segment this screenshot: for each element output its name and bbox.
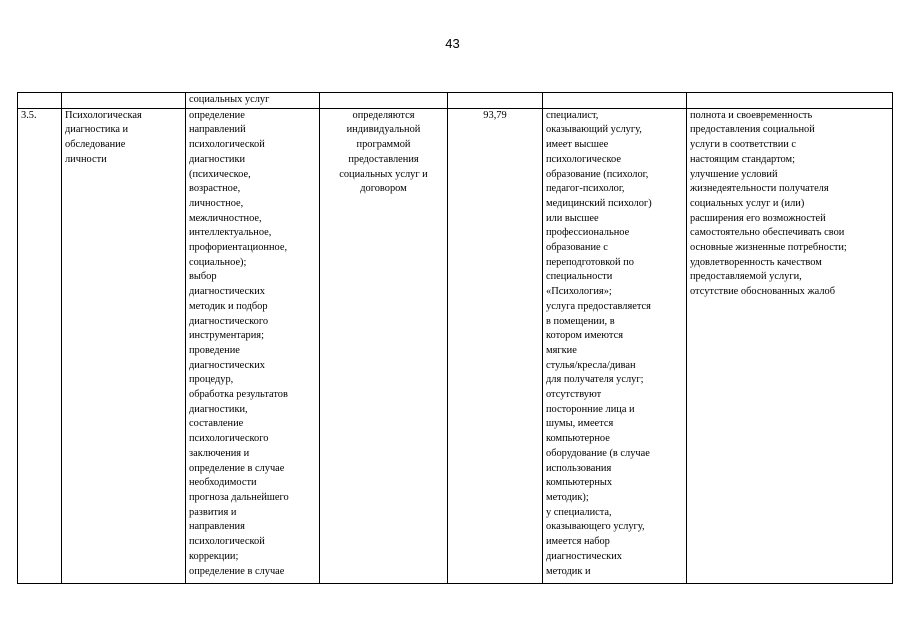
- text-line: отсутствие обоснованных жалоб: [690, 286, 836, 298]
- text-line: социальных услуг и (или): [690, 197, 805, 209]
- text-line: использования: [546, 462, 612, 474]
- text-line: психологическое: [546, 153, 621, 165]
- text-line: проведение: [189, 344, 240, 356]
- text-line: методик и подбор: [189, 300, 268, 312]
- table-cell: [687, 93, 893, 109]
- service-name-cell: [62, 108, 186, 583]
- text-line: личностное,: [189, 197, 244, 209]
- text-line: межличностное,: [189, 212, 262, 224]
- text-line: психологического: [189, 433, 269, 445]
- text-line: диагностика и: [65, 124, 129, 136]
- text-line: диагностики,: [189, 403, 248, 415]
- service-description-cell: [186, 108, 320, 583]
- text-line: котором имеются: [546, 330, 623, 342]
- continuation-text: социальных услуг: [189, 94, 270, 105]
- table-cell: [543, 93, 687, 109]
- text-line: выбор: [189, 271, 217, 283]
- text-line: услуга предоставляется: [546, 300, 651, 312]
- text-line: переподготовкой по: [546, 256, 634, 268]
- text-line: диагностического: [189, 315, 269, 327]
- table-cell: [186, 93, 320, 109]
- conditions-cell: [543, 108, 687, 583]
- text-line: медицинский психолог): [546, 197, 652, 209]
- table-cell: [62, 93, 186, 109]
- text-line: у специалиста,: [546, 506, 612, 518]
- text-line: договором: [360, 183, 407, 195]
- text-line: или высшее: [546, 212, 599, 224]
- text-line: полнота и своевременность: [690, 109, 813, 121]
- text-line: удовлетворенность качеством: [690, 256, 822, 268]
- text-line: (психическое,: [189, 168, 251, 180]
- text-line: самостоятельно обеспечивать свои: [690, 227, 845, 239]
- text-line: улучшение условий: [690, 168, 778, 180]
- text-line: диагностических: [546, 550, 622, 562]
- table-row: [18, 108, 893, 583]
- text-line: оборудование (в случае: [546, 447, 650, 459]
- text-line: отсутствуют: [546, 389, 602, 401]
- text-line: коррекции;: [189, 550, 239, 562]
- text-line: профориентационное,: [189, 242, 288, 254]
- text-line: предоставления социальной: [690, 124, 815, 136]
- text-line: определяются: [352, 109, 415, 121]
- text-line: «Психология»;: [546, 286, 612, 298]
- text-line: настоящим стандартом;: [690, 153, 795, 165]
- service-volume-cell: [320, 108, 448, 583]
- text-line: специальности: [546, 271, 613, 283]
- text-line: шумы, имеется: [546, 418, 614, 430]
- text-line: методик);: [546, 491, 589, 503]
- text-line: имеется набор: [546, 536, 610, 548]
- text-line: образование (психолог,: [546, 168, 649, 180]
- text-line: направлений: [189, 124, 246, 136]
- text-line: программой: [356, 139, 411, 151]
- text-line: образование с: [546, 242, 608, 254]
- text-line: психологической: [189, 139, 265, 151]
- text-line: психологической: [189, 536, 265, 548]
- text-line: определение: [189, 109, 245, 121]
- text-line: прогноза дальнейшего: [189, 491, 289, 503]
- text-line: составление: [189, 418, 244, 430]
- text-line: социальное);: [189, 256, 247, 268]
- text-line: мягкие: [546, 344, 577, 356]
- text-line: предоставляемой услуги,: [690, 271, 802, 283]
- text-line: педагог-психолог,: [546, 183, 625, 195]
- text-line: интеллектуальное,: [189, 227, 272, 239]
- text-line: методик и: [546, 565, 591, 577]
- text-line: в помещении, в: [546, 315, 615, 327]
- text-line: компьютерное: [546, 433, 610, 445]
- text-line: оказывающего услугу,: [546, 521, 645, 533]
- text-line: необходимости: [189, 477, 257, 489]
- text-line: обследование: [65, 139, 126, 151]
- table-cell: [320, 93, 448, 109]
- table-continuation-row: [18, 93, 893, 109]
- text-line: посторонние лица и: [546, 403, 635, 415]
- text-line: развития и: [189, 506, 237, 518]
- text-line: предоставления: [348, 153, 419, 165]
- text-line: имеет высшее: [546, 139, 609, 151]
- text-line: оказывающий услугу,: [546, 124, 642, 136]
- text-line: инструментария;: [189, 330, 264, 342]
- services-table: [17, 92, 893, 584]
- text-line: личности: [65, 153, 107, 165]
- text-line: жизнедеятельности получателя: [690, 183, 829, 195]
- table-cell: [448, 93, 543, 109]
- text-line: возрастное,: [189, 183, 241, 195]
- text-line: профессиональное: [546, 227, 630, 239]
- tariff-value: 93,79: [483, 109, 507, 121]
- text-line: специалист,: [546, 109, 599, 121]
- text-line: стулья/кресла/диван: [546, 359, 636, 371]
- text-line: диагностики: [189, 153, 246, 165]
- text-line: компьютерных: [546, 477, 613, 489]
- text-line: диагностических: [189, 359, 265, 371]
- evaluation-cell: [687, 108, 893, 583]
- text-line: обработка результатов: [189, 389, 288, 401]
- page-number: 43: [445, 36, 460, 51]
- text-line: услуги в соответствии с: [690, 139, 797, 151]
- text-line: социальных услуг и: [339, 168, 428, 180]
- table-cell: [18, 93, 62, 109]
- tariff-cell: [448, 108, 543, 583]
- text-line: процедур,: [189, 374, 234, 386]
- row-number-cell: [18, 108, 62, 583]
- text-line: Психологическая: [65, 109, 142, 121]
- text-line: для получателя услуг;: [546, 374, 644, 386]
- text-line: расширения его возможностей: [690, 212, 826, 224]
- text-line: направления: [189, 521, 245, 533]
- text-line: индивидуальной: [346, 124, 421, 136]
- text-line: диагностических: [189, 286, 265, 298]
- text-line: заключения и: [189, 447, 250, 459]
- row-number: 3.5.: [21, 109, 37, 121]
- text-line: определение в случае: [189, 565, 285, 577]
- text-line: основные жизненные потребности;: [690, 242, 847, 254]
- text-line: определение в случае: [189, 462, 285, 474]
